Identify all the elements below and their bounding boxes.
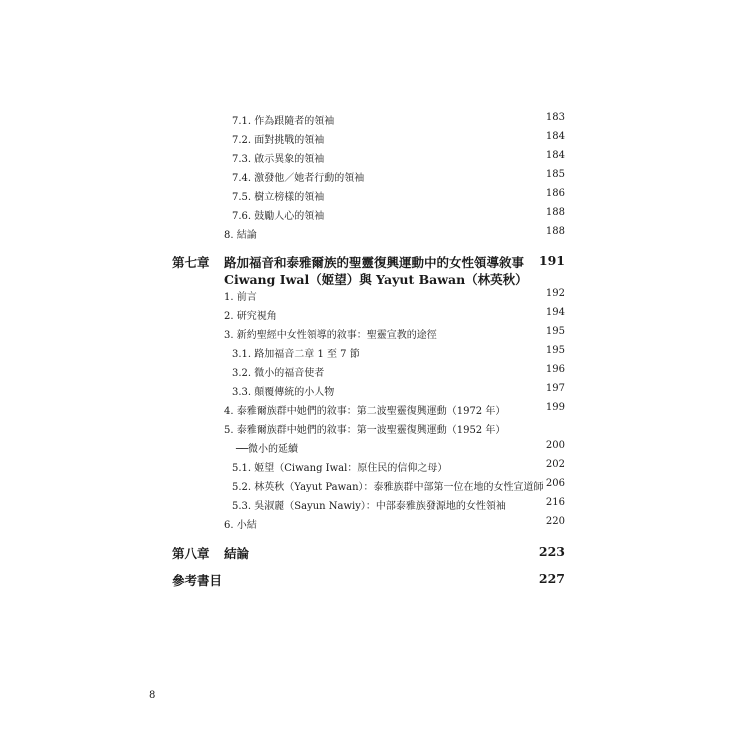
toc-entry-label: 5.2. 林英秋（Yayut Pawan）：泰雅族群中部第一位在地的女性宣道師: [232, 482, 544, 493]
toc-entry-label: 3.1. 路加福音二章 1 至 7 節: [232, 349, 360, 360]
chapter-number: 第八章: [172, 546, 210, 561]
toc-entry-label: 8. 結論: [224, 230, 257, 241]
toc-entry-label: 3. 新約聖經中女性領導的敘事：聖靈宣教的途徑: [224, 330, 437, 341]
bibliography-title: 參考書目: [172, 573, 223, 588]
chapter-7-entry[interactable]: [172, 253, 565, 289]
chapter-number: 第七章: [172, 255, 210, 270]
toc-entry-label: 4. 泰雅爾族群中她們的敘事：第二波聖靈復興運動（1972 年）: [224, 406, 506, 417]
toc-entry-page: 195: [545, 326, 565, 337]
toc-entry-page: 195: [545, 345, 565, 356]
toc-entry-page: 184: [545, 150, 565, 161]
chapter-8-entry[interactable]: [172, 544, 565, 562]
toc-entry-label: 5.3. 吳淑麗（Sayun Nawiy）：中部泰雅族發源地的女性領袖: [232, 501, 506, 512]
toc-entry-page: 216: [545, 497, 565, 508]
toc-entry-page: 183: [545, 112, 565, 123]
toc-entry-page: 200: [545, 440, 565, 451]
toc-entry-label: 1. 前言: [224, 292, 257, 303]
toc-entry-label: 7.1. 作為跟隨者的領袖: [232, 116, 335, 127]
toc-entry-label: 7.5. 樹立榜樣的領袖: [232, 192, 325, 203]
chapter-title-line2: Ciwang Iwal（姬望）與 Yayut Bawan（林英秋）: [224, 272, 528, 287]
toc-entry-page: 185: [545, 169, 565, 180]
toc-entry-page: 192: [545, 288, 565, 299]
toc-entry-label: ──微小的延續: [236, 444, 299, 455]
chapter-page: 223: [538, 544, 565, 559]
toc-entry-page: 196: [545, 364, 565, 375]
bibliography-page: 227: [538, 571, 565, 586]
chapter-title: 路加福音和泰雅爾族的聖靈復興運動中的女性領導敘事: [224, 255, 525, 270]
toc-entry-page: 202: [545, 459, 565, 470]
toc-entry-page: 186: [545, 188, 565, 199]
chapter-page: 191: [538, 253, 565, 268]
toc-page: [102, 0, 632, 750]
toc-entry-page: 184: [545, 131, 565, 142]
toc-entry-label: 2. 研究視角: [224, 311, 277, 322]
toc-entry-page: 206: [545, 478, 565, 489]
toc-entry-page: 194: [545, 307, 565, 318]
toc-entry-label: 7.2. 面對挑戰的領袖: [232, 135, 325, 146]
toc-entry-page: 199: [545, 402, 565, 413]
toc-entry-label: 6. 小結: [224, 520, 257, 531]
page-number: 8: [149, 690, 156, 701]
toc-entry-label: 3.2. 微小的福音使者: [232, 368, 325, 379]
toc-entry-label: 5.1. 姬望（Ciwang Iwal：原住民的信仰之母）: [232, 463, 448, 474]
toc-entry-label: 5. 泰雅爾族群中她們的敘事：第一波聖靈復興運動（1952 年）: [224, 425, 506, 436]
toc-entry-label: 7.6. 鼓勵人心的領袖: [232, 211, 325, 222]
toc-entry-page: 197: [545, 383, 565, 394]
toc-entry-label: 7.4. 激發他／她者行動的領袖: [232, 173, 365, 184]
toc-entry-page: 188: [545, 207, 565, 218]
chapter-title: 結論: [224, 546, 250, 561]
toc-entry-label: 3.3. 顛覆傳統的小人物: [232, 387, 335, 398]
toc-entry-page: 188: [545, 226, 565, 237]
bibliography-entry[interactable]: [172, 571, 565, 589]
toc-entry-label: 7.3. 啟示異象的領袖: [232, 154, 325, 165]
toc-entry-page: 220: [545, 516, 565, 527]
